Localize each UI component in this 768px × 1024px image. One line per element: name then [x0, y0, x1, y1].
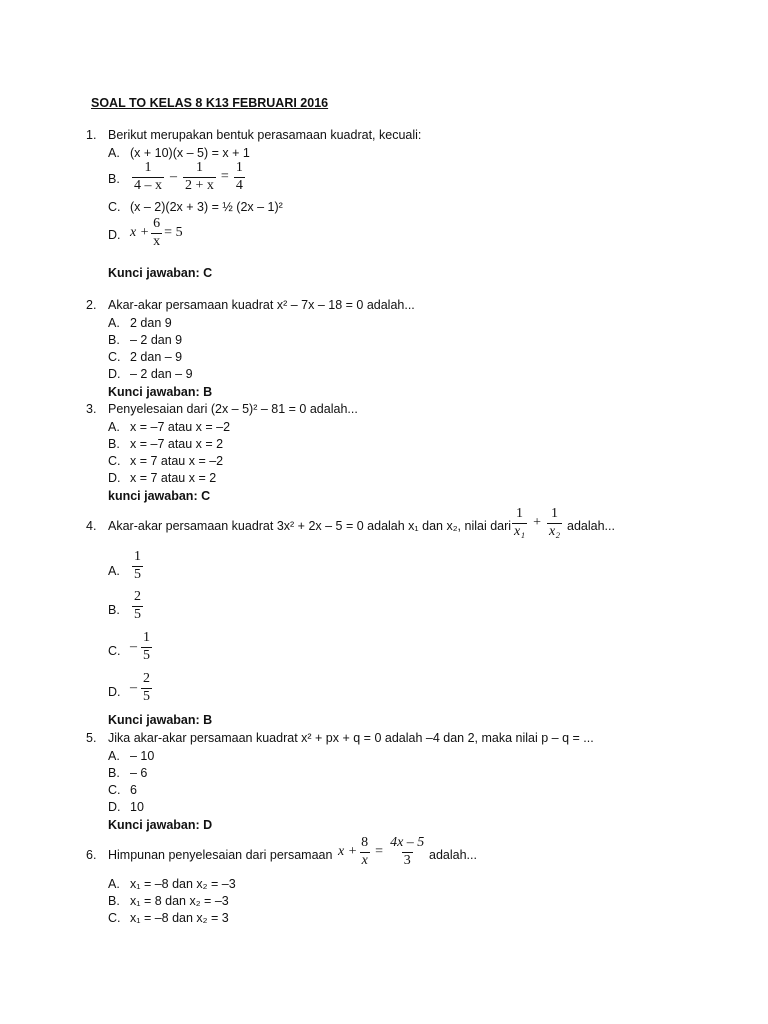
q2-option-b-label: B.	[108, 333, 120, 347]
q6-text: Himpunan penyelesaian dari persamaan	[108, 848, 333, 862]
q3-answer-key: kunci jawaban: C	[108, 489, 211, 503]
q3-option-a-text: x = –7 atau x = –2	[130, 420, 231, 434]
q1-number: 1.	[86, 128, 97, 142]
q4-fraction-1: $\frac{1}{\text{x₁}}$	[514, 506, 526, 539]
q1-option-b-label: B.	[108, 172, 120, 186]
q2-number: 2.	[86, 298, 97, 312]
q1-d-fraction: $\frac{6}{x}$	[153, 216, 161, 249]
q1-option-d-expression: x + $\frac{6}{x}$ = 5	[130, 216, 183, 249]
q1-option-a-text: (x + 10)(x – 5) = x + 1	[130, 146, 250, 160]
q5-option-b-text: – 6	[130, 766, 148, 780]
q6-tail: adalah...	[429, 848, 477, 862]
q1-option-c-text: (x – 2)(2x + 3) = ½ (2x – 1)²	[130, 200, 283, 214]
q2-option-c-text: 2 dan – 9	[130, 350, 183, 364]
q5-option-b-label: B.	[108, 766, 120, 780]
q6-fraction-2: $\frac{4x - 5}{3}$	[390, 835, 425, 868]
q4-fraction-2: $\frac{1}{\text{x₂}}$	[549, 506, 561, 539]
q2-answer-key: Kunci jawaban: B	[108, 385, 213, 399]
q1-text: Berikut merupakan bentuk perasamaan kuadrat, kecuali:	[108, 128, 422, 142]
q3-option-c-text: x = 7 atau x = –2	[130, 454, 224, 468]
q4-option-c-label: C.	[108, 644, 121, 658]
page-title: SOAL TO KELAS 8 K13 FEBRUARI 2016	[91, 96, 329, 110]
q6-option-c-label: C.	[108, 911, 121, 925]
q4-option-a-value: $\frac{1}{5}$	[134, 549, 141, 582]
q6-option-b-label: B.	[108, 894, 120, 908]
q6-expression: x + $\frac{8}{x}$ = $\frac{4x - 5}{3}$	[338, 835, 425, 868]
q3-option-d-label: D.	[108, 471, 121, 485]
q2-option-d-label: D.	[108, 367, 121, 381]
q5-option-c-label: C.	[108, 783, 121, 797]
q5-option-a-text: – 10	[130, 749, 155, 763]
q4-option-d-value: – $\frac{2}{5}$	[130, 671, 150, 704]
q2-text: Akar-akar persamaan kuadrat x² – 7x – 18 = 0 adalah...	[108, 298, 415, 312]
q3-option-a-label: A.	[108, 420, 120, 434]
q2-option-a-label: A.	[108, 316, 120, 330]
q1-option-b-expression: $\frac{1}{4 - x}$ – $\frac{1}{2 + x}$ = $\frac{1}{4}$	[134, 160, 243, 193]
q3-option-c-label: C.	[108, 454, 121, 468]
q2-option-d-text: – 2 dan – 9	[130, 367, 193, 381]
q4-tail: adalah...	[567, 519, 615, 533]
q3-option-b-label: B.	[108, 437, 120, 451]
q4-answer-key: Kunci jawaban: B	[108, 713, 213, 727]
q5-text: Jika akar-akar persamaan kuadrat x² + px + q = 0 adalah –4 dan 2, maka nilai p – q = ...	[108, 731, 594, 745]
q6-option-a-label: A.	[108, 877, 120, 891]
q5-number: 5.	[86, 731, 97, 745]
q5-option-c-text: 6	[130, 783, 137, 797]
q1-option-a-label: A.	[108, 146, 120, 160]
q5-answer-key: Kunci jawaban: D	[108, 818, 213, 832]
q4-option-a-label: A.	[108, 564, 120, 578]
q2-option-a-text: 2 dan 9	[130, 316, 172, 330]
q1-answer-key: Kunci jawaban: C	[108, 266, 213, 280]
q5-option-d-label: D.	[108, 800, 121, 814]
q3-text: Penyelesaian dari (2x – 5)² – 81 = 0 adalah...	[108, 402, 358, 416]
q5-option-d-text: 10	[130, 800, 144, 814]
q1-b-fraction-2: $\frac{1}{2 + x}$	[185, 160, 214, 193]
q6-option-a-text: x₁ = –8 dan x₂ = –3	[130, 877, 236, 891]
q3-option-b-text: x = –7 atau x = 2	[130, 437, 224, 451]
q4-option-c-value: – $\frac{1}{5}$	[130, 630, 150, 663]
q6-option-b-text: x₁ = 8 dan x₂ = –3	[130, 894, 229, 908]
q4-text: Akar-akar persamaan kuadrat 3x² + 2x – 5 = 0 adalah x₁ dan x₂, nilai dari	[108, 519, 512, 533]
q6-option-c-text: x₁ = –8 dan x₂ = 3	[130, 911, 229, 925]
q1-b-fraction-1: $\frac{1}{4 - x}$	[134, 160, 162, 193]
q1-b-fraction-3: $\frac{1}{4}$	[235, 160, 243, 193]
q5-option-a-label: A.	[108, 749, 120, 763]
q4-option-b-label: B.	[108, 603, 120, 617]
q1-option-d-label: D.	[108, 228, 121, 242]
q6-number: 6.	[86, 848, 97, 862]
q1-option-c-label: C.	[108, 200, 121, 214]
q4-option-b-value: $\frac{2}{5}$	[134, 589, 141, 622]
q4-option-d-label: D.	[108, 685, 121, 699]
q3-option-d-text: x = 7 atau x = 2	[130, 471, 217, 485]
q6-fraction-1: $\frac{8}{x}$	[361, 835, 369, 868]
q2-option-b-text: – 2 dan 9	[130, 333, 183, 347]
q4-expression: $\frac{1}{\text{x₁}}$ + $\frac{1}{\text{x₂}}$	[514, 506, 561, 539]
q4-number: 4.	[86, 519, 97, 533]
q2-option-c-label: C.	[108, 350, 121, 364]
q3-number: 3.	[86, 402, 97, 416]
